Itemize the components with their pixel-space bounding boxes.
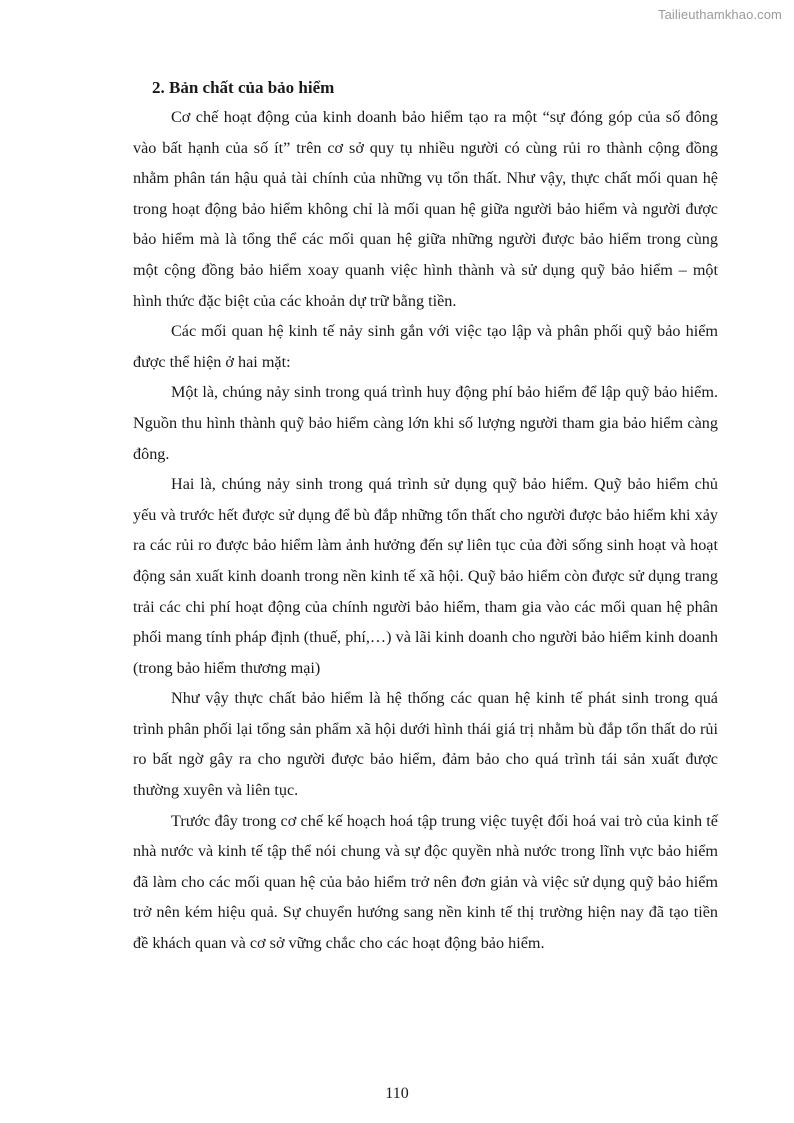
paragraph-3: Một là, chúng nảy sinh trong quá trình huy động phí bảo hiểm để lập quỹ bảo hiểm. Nguồn thu hình thành quỹ bảo hiểm càng lớn khi số lượng người tham gia bảo hiểm càng đông. [133, 383, 718, 463]
paragraph-6: Trước đây trong cơ chế kế hoạch hoá tập trung việc tuyệt đối hoá vai trò của kinh tế nhà nước và kinh tế tập thể nói chung và sự độc quyền nhà nước trong lĩnh vực bảo hiểm đã làm cho các mối quan hệ của bảo hiểm trở nên đơn giản và việc sử dụng quỹ bảo hiểm trở nên kém hiệu quả. Sự chuyển hướng sang nền kinh tế thị trường hiện nay đã tạo tiền đề khách quan và cơ sở vững chắc cho các hoạt động bảo hiểm. [133, 811, 718, 953]
section-heading: 2. Bản chất của bảo hiểm [152, 78, 335, 97]
paragraph-1: Cơ chế hoạt động của kinh doanh bảo hiểm tạo ra một “sự đóng góp của số đông vào bất hạnh của số ít” trên cơ sở quy tụ nhiều người có cùng rủi ro thành cộng đồng nhằm phân tán hậu quả tài chính của những vụ tổn thất. Như vậy, thực chất mối quan hệ trong hoạt động bảo hiểm không chỉ là mối quan hệ giữa người bảo hiểm và người được bảo hiểm mà là tổng thể các mối quan hệ giữa những người được bảo hiểm trong cùng một cộng đồng bảo hiểm xoay quanh việc hình thành và sử dụng quỹ bảo hiểm – một hình thức đặc biệt của các khoản dự trữ bằng tiền. [133, 108, 718, 310]
document-body [133, 76, 718, 959]
paragraph-5: Như vậy thực chất bảo hiểm là hệ thống các quan hệ kinh tế phát sinh trong quá trình phân phối lại tổng sản phẩm xã hội dưới hình thái giá trị nhằm bù đắp tổn thất do rủi ro bất ngờ gây ra cho người được bảo hiểm, đảm bảo cho quá trình tái sản xuất được thường xuyên và liên tục. [133, 689, 718, 800]
paragraph-2: Các mối quan hệ kinh tế nảy sinh gắn với việc tạo lập và phân phối quỹ bảo hiểm được thể hiện ở hai mặt: [133, 322, 718, 371]
paragraph-4: Hai là, chúng nảy sinh trong quá trình sử dụng quỹ bảo hiểm. Quỹ bảo hiểm chủ yếu và trước hết được sử dụng để bù đắp những tổn thất cho người được bảo hiểm khi xảy ra các rủi ro được bảo hiểm làm ảnh hưởng đến sự liên tục của đời sống sinh hoạt và hoạt động sản xuất kinh doanh trong nền kinh tế xã hội. Quỹ bảo hiểm còn được sử dụng trang trải các chi phí hoạt động của chính người bảo hiểm, tham gia vào các mối quan hệ phân phối mang tính pháp định (thuế, phí,…) và lãi kinh doanh cho người bảo hiểm kinh doanh (trong bảo hiểm thương mại) [133, 475, 718, 677]
watermark: Tailieuthamkhao.com [657, 7, 782, 22]
page-number: 110 [385, 1085, 409, 1102]
